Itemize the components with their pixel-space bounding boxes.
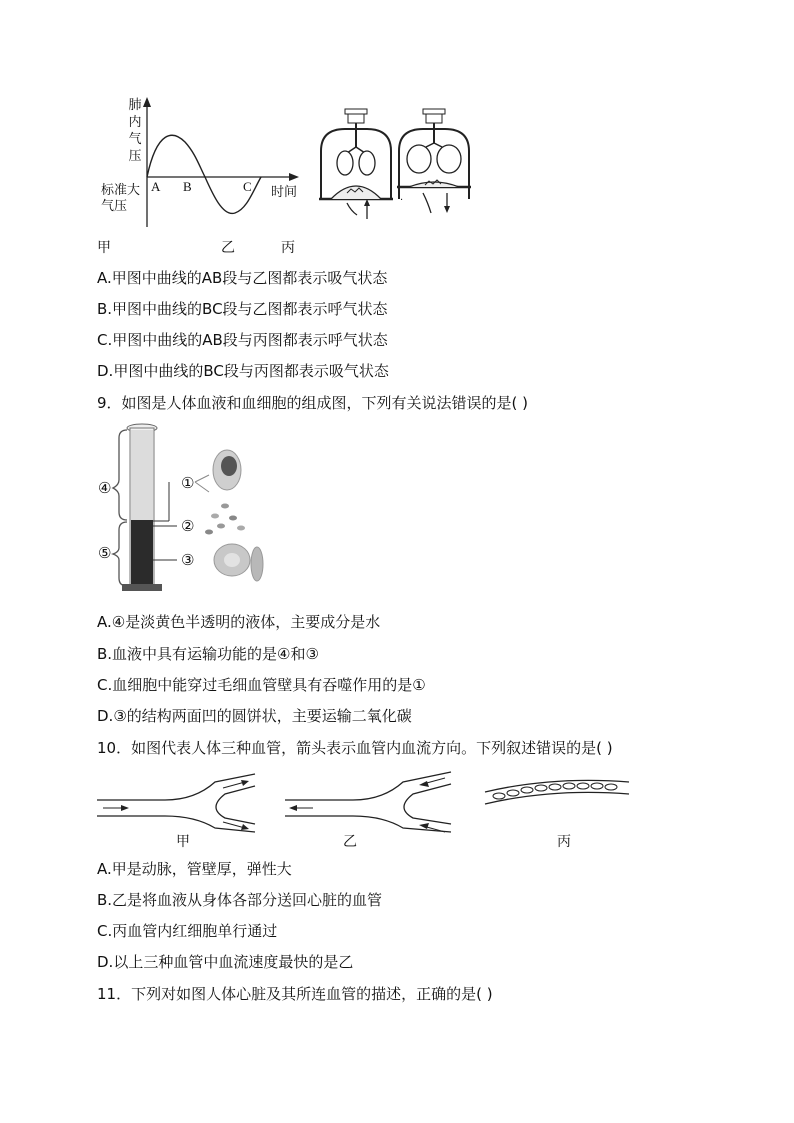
vessel-bing <box>483 772 633 822</box>
q11-stem: 11．下列对如图人体心脏及其所连血管的描述，正确的是( ) <box>97 985 493 1003</box>
label-circle-3: ③ <box>181 551 195 569</box>
q10-caption-yi: 乙 <box>343 834 357 850</box>
q8-option-a: A.甲图中曲线的AB段与乙图都表示吸气状态 <box>97 269 388 287</box>
q9-option-c: C.血细胞中能穿过毛细血管壁具有吞噬作用的是① <box>97 676 426 694</box>
label-circle-4: ④ <box>98 479 112 497</box>
q9-option-d: D.③的结构两面凹的圆饼状，主要运输二氧化碳 <box>97 707 412 725</box>
separator-dot: . <box>400 192 404 203</box>
label-circle-1: ① <box>181 474 195 492</box>
vessel-jia <box>95 770 265 834</box>
point-b-label: B <box>183 179 192 194</box>
bell-jar-model-exhale <box>395 107 475 225</box>
q10-caption-bing: 丙 <box>557 834 571 850</box>
point-a-label: A <box>151 179 161 194</box>
graph-xlabel: 时间 <box>271 185 298 200</box>
q8-caption-bing: 丙 <box>281 240 295 256</box>
q9-figure <box>97 420 277 595</box>
q8-option-b: B.甲图中曲线的BC段与乙图都表示呼气状态 <box>97 300 388 318</box>
q10-option-b: B.乙是将血液从身体各部分送回心脏的血管 <box>97 891 383 909</box>
q8-caption-jia: 甲 <box>97 240 111 256</box>
q9-stem: 9．如图是人体血液和血细胞的组成图，下列有关说法错误的是( ) <box>97 394 529 412</box>
label-circle-2: ② <box>181 517 195 535</box>
label-circle-5: ⑤ <box>98 544 112 562</box>
q8-caption-yi: 乙 <box>221 240 235 256</box>
q9-option-a: A.④是淡黄色半透明的液体，主要成分是水 <box>97 613 381 631</box>
q10-caption-jia: 甲 <box>176 834 190 850</box>
q10-figure <box>95 770 640 835</box>
bell-jar-model-inhale <box>317 107 397 225</box>
q10-option-a: A.甲是动脉，管壁厚，弹性大 <box>97 860 292 878</box>
graph-ylabel: 肺 内 气 压 <box>128 98 142 164</box>
q9-option-b: B.血液中具有运输功能的是④和③ <box>97 645 319 663</box>
q8-option-c: C.甲图中曲线的AB段与丙图都表示呼气状态 <box>97 331 388 349</box>
pressure-curve <box>147 135 261 213</box>
graph-standard-label: 标准大 气压 <box>101 183 141 214</box>
point-c-label: C <box>243 179 252 194</box>
q10-stem: 10．如图代表人体三种血管，箭头表示血管内血流方向。下列叙述错误的是( ) <box>97 739 613 757</box>
q10-option-c: C.丙血管内红细胞单行通过 <box>97 922 278 940</box>
q8-option-d: D.甲图中曲线的BC段与丙图都表示吸气状态 <box>97 362 389 380</box>
q10-option-d: D.以上三种血管中血流速度最快的是乙 <box>97 953 354 971</box>
q8-figure <box>95 95 475 230</box>
vessel-yi <box>283 770 453 834</box>
